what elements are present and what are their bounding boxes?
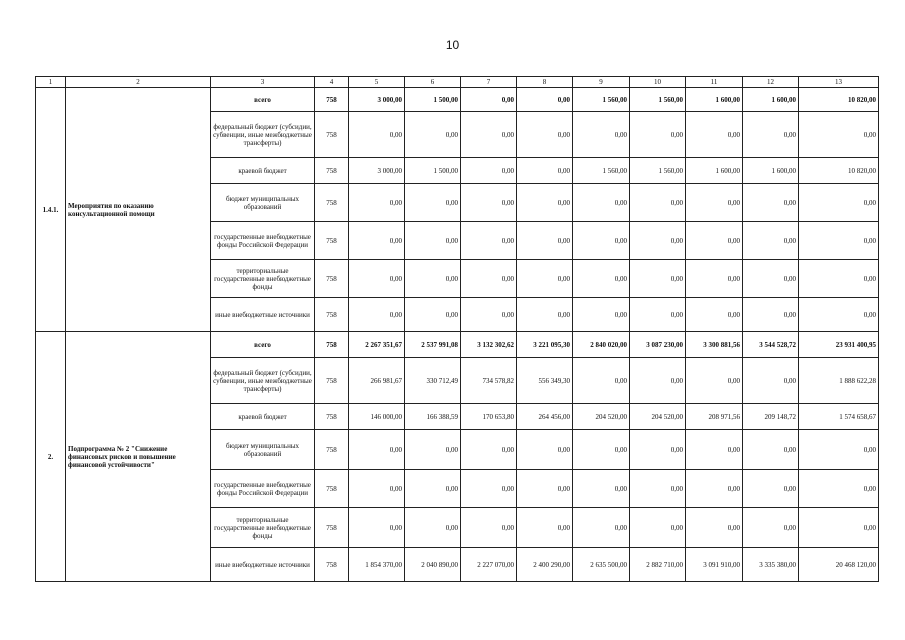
value-cell: 2 267 351,67 [349,332,405,358]
value-cell: 3 091 910,00 [686,548,743,582]
header-cell: 9 [573,77,630,88]
funding-source-cell: федеральный бюджет (субсидии, субвенции, иные межбюджетные трансферты) [211,358,315,404]
value-cell: 1 560,00 [573,88,630,112]
value-cell: 3 544 528,72 [743,332,799,358]
value-cell: 0,00 [630,298,686,332]
value-cell: 3 000,00 [349,88,405,112]
value-cell: 0,00 [405,470,461,508]
value-cell: 0,00 [405,298,461,332]
value-cell: 2 882 710,00 [630,548,686,582]
funding-source-cell: иные внебюджетные источники [211,298,315,332]
value-cell: 0,00 [799,470,879,508]
value-cell: 0,00 [630,508,686,548]
value-cell: 146 000,00 [349,404,405,430]
value-cell: 0,00 [349,222,405,260]
value-cell: 3 300 881,56 [686,332,743,358]
value-cell: 2 040 890,00 [405,548,461,582]
value-cell: 0,00 [349,260,405,298]
value-cell: 1 500,00 [405,88,461,112]
value-cell: 0,00 [461,158,517,184]
value-cell: 0,00 [461,112,517,158]
value-cell: 1 560,00 [630,158,686,184]
header-cell: 4 [315,77,349,88]
header-cell: 2 [66,77,211,88]
value-cell: 0,00 [743,222,799,260]
value-cell: 0,00 [461,508,517,548]
value-cell: 0,00 [799,430,879,470]
code-cell: 758 [315,112,349,158]
value-cell: 0,00 [349,184,405,222]
value-cell: 209 148,72 [743,404,799,430]
code-cell: 758 [315,430,349,470]
value-cell: 0,00 [799,508,879,548]
value-cell: 0,00 [686,298,743,332]
value-cell: 0,00 [349,430,405,470]
value-cell: 0,00 [461,184,517,222]
value-cell: 0,00 [573,112,630,158]
value-cell: 1 888 622,28 [799,358,879,404]
value-cell: 0,00 [743,298,799,332]
value-cell: 0,00 [799,112,879,158]
value-cell: 0,00 [517,298,573,332]
value-cell: 2 840 020,00 [573,332,630,358]
value-cell: 0,00 [799,298,879,332]
value-cell: 0,00 [517,184,573,222]
value-cell: 0,00 [573,260,630,298]
value-cell: 556 349,30 [517,358,573,404]
funding-source-cell: государственные внебюджетные фонды Российской Федерации [211,222,315,260]
section-name-cell: Подпрограмма № 2 "Снижение финансовых рисков и повышение финансовой устойчивости" [66,332,211,582]
table-row [36,332,879,358]
value-cell: 2 400 290,00 [517,548,573,582]
value-cell: 0,00 [743,470,799,508]
header-cell: 5 [349,77,405,88]
value-cell: 1 574 658,67 [799,404,879,430]
section-name-cell: Мероприятия по оказанию консультационной помощи [66,88,211,332]
header-cell: 8 [517,77,573,88]
funding-source-cell: всего [211,88,315,112]
value-cell: 1 560,00 [573,158,630,184]
value-cell: 1 854 370,00 [349,548,405,582]
value-cell: 0,00 [461,260,517,298]
value-cell: 0,00 [461,430,517,470]
header-cell: 3 [211,77,315,88]
funding-source-cell: федеральный бюджет (субсидии, субвенции, иные межбюджетные трансферты) [211,112,315,158]
value-cell: 0,00 [461,298,517,332]
value-cell: 1 600,00 [686,158,743,184]
value-cell: 0,00 [686,470,743,508]
funding-source-cell: всего [211,332,315,358]
value-cell: 1 500,00 [405,158,461,184]
value-cell: 0,00 [743,260,799,298]
code-cell: 758 [315,508,349,548]
value-cell: 3 087 230,00 [630,332,686,358]
value-cell: 3 132 302,62 [461,332,517,358]
value-cell: 1 600,00 [686,88,743,112]
value-cell: 0,00 [630,470,686,508]
value-cell: 0,00 [517,158,573,184]
value-cell: 0,00 [743,112,799,158]
code-cell: 758 [315,548,349,582]
code-cell: 758 [315,260,349,298]
value-cell: 0,00 [630,358,686,404]
funding-source-cell: бюджет муниципальных образований [211,430,315,470]
value-cell: 3 221 095,30 [517,332,573,358]
value-cell: 1 600,00 [743,88,799,112]
value-cell: 170 653,80 [461,404,517,430]
value-cell: 0,00 [799,184,879,222]
value-cell: 0,00 [349,470,405,508]
value-cell: 0,00 [405,260,461,298]
value-cell: 0,00 [743,508,799,548]
header-cell: 13 [799,77,879,88]
value-cell: 0,00 [517,222,573,260]
value-cell: 2 635 500,00 [573,548,630,582]
funding-source-cell: территориальные государственные внебюджетные фонды [211,508,315,548]
code-cell: 758 [315,222,349,260]
value-cell: 0,00 [743,358,799,404]
value-cell: 0,00 [573,298,630,332]
value-cell: 2 537 991,08 [405,332,461,358]
value-cell: 0,00 [573,508,630,548]
value-cell: 0,00 [349,298,405,332]
value-cell: 0,00 [573,358,630,404]
value-cell: 0,00 [573,184,630,222]
value-cell: 2 227 070,00 [461,548,517,582]
value-cell: 0,00 [630,184,686,222]
value-cell: 0,00 [405,184,461,222]
value-cell: 330 712,49 [405,358,461,404]
code-cell: 758 [315,298,349,332]
funding-source-cell: краевой бюджет [211,404,315,430]
value-cell: 10 820,00 [799,88,879,112]
value-cell: 0,00 [517,260,573,298]
value-cell: 0,00 [573,430,630,470]
header-cell: 6 [405,77,461,88]
value-cell: 3 335 380,00 [743,548,799,582]
value-cell: 266 981,67 [349,358,405,404]
code-cell: 758 [315,184,349,222]
value-cell: 0,00 [630,260,686,298]
funding-source-cell: краевой бюджет [211,158,315,184]
value-cell: 0,00 [686,184,743,222]
value-cell: 0,00 [630,430,686,470]
value-cell: 1 600,00 [743,158,799,184]
table-row [36,88,879,112]
value-cell: 10 820,00 [799,158,879,184]
funding-source-cell: бюджет муниципальных образований [211,184,315,222]
header-row [36,77,879,88]
code-cell: 758 [315,470,349,508]
value-cell: 0,00 [405,222,461,260]
value-cell: 0,00 [630,112,686,158]
value-cell: 1 560,00 [630,88,686,112]
header-cell: 12 [743,77,799,88]
value-cell: 0,00 [686,508,743,548]
value-cell: 0,00 [630,222,686,260]
section-index-cell: 1.4.1. [36,88,66,332]
code-cell: 758 [315,332,349,358]
value-cell: 0,00 [573,222,630,260]
value-cell: 0,00 [517,430,573,470]
value-cell: 0,00 [686,430,743,470]
funding-source-cell: территориальные государственные внебюджетные фонды [211,260,315,298]
funding-source-cell: иные внебюджетные источники [211,548,315,582]
code-cell: 758 [315,404,349,430]
header-cell: 1 [36,77,66,88]
value-cell: 0,00 [517,112,573,158]
code-cell: 758 [315,158,349,184]
header-cell: 7 [461,77,517,88]
table-body [36,77,879,582]
value-cell: 0,00 [573,470,630,508]
value-cell: 0,00 [517,470,573,508]
value-cell: 20 468 120,00 [799,548,879,582]
value-cell: 0,00 [461,88,517,112]
value-cell: 208 971,56 [686,404,743,430]
value-cell: 0,00 [743,430,799,470]
value-cell: 0,00 [517,88,573,112]
value-cell: 0,00 [799,222,879,260]
value-cell: 0,00 [405,112,461,158]
value-cell: 3 000,00 [349,158,405,184]
funding-source-cell: государственные внебюджетные фонды Российской Федерации [211,470,315,508]
value-cell: 734 578,82 [461,358,517,404]
value-cell: 0,00 [517,508,573,548]
header-cell: 10 [630,77,686,88]
value-cell: 0,00 [461,222,517,260]
value-cell: 0,00 [405,508,461,548]
value-cell: 166 388,59 [405,404,461,430]
value-cell: 0,00 [349,112,405,158]
code-cell: 758 [315,88,349,112]
value-cell: 0,00 [461,470,517,508]
value-cell: 0,00 [349,508,405,548]
code-cell: 758 [315,358,349,404]
value-cell: 204 520,00 [573,404,630,430]
page-number: 10 [445,38,460,52]
section-index-cell: 2. [36,332,66,582]
value-cell: 0,00 [686,222,743,260]
budget-table [35,76,879,582]
value-cell: 204 520,00 [630,404,686,430]
value-cell: 264 456,00 [517,404,573,430]
value-cell: 0,00 [686,112,743,158]
value-cell: 0,00 [686,260,743,298]
header-cell: 11 [686,77,743,88]
value-cell: 0,00 [799,260,879,298]
value-cell: 0,00 [405,430,461,470]
value-cell: 23 931 400,95 [799,332,879,358]
value-cell: 0,00 [686,358,743,404]
value-cell: 0,00 [743,184,799,222]
